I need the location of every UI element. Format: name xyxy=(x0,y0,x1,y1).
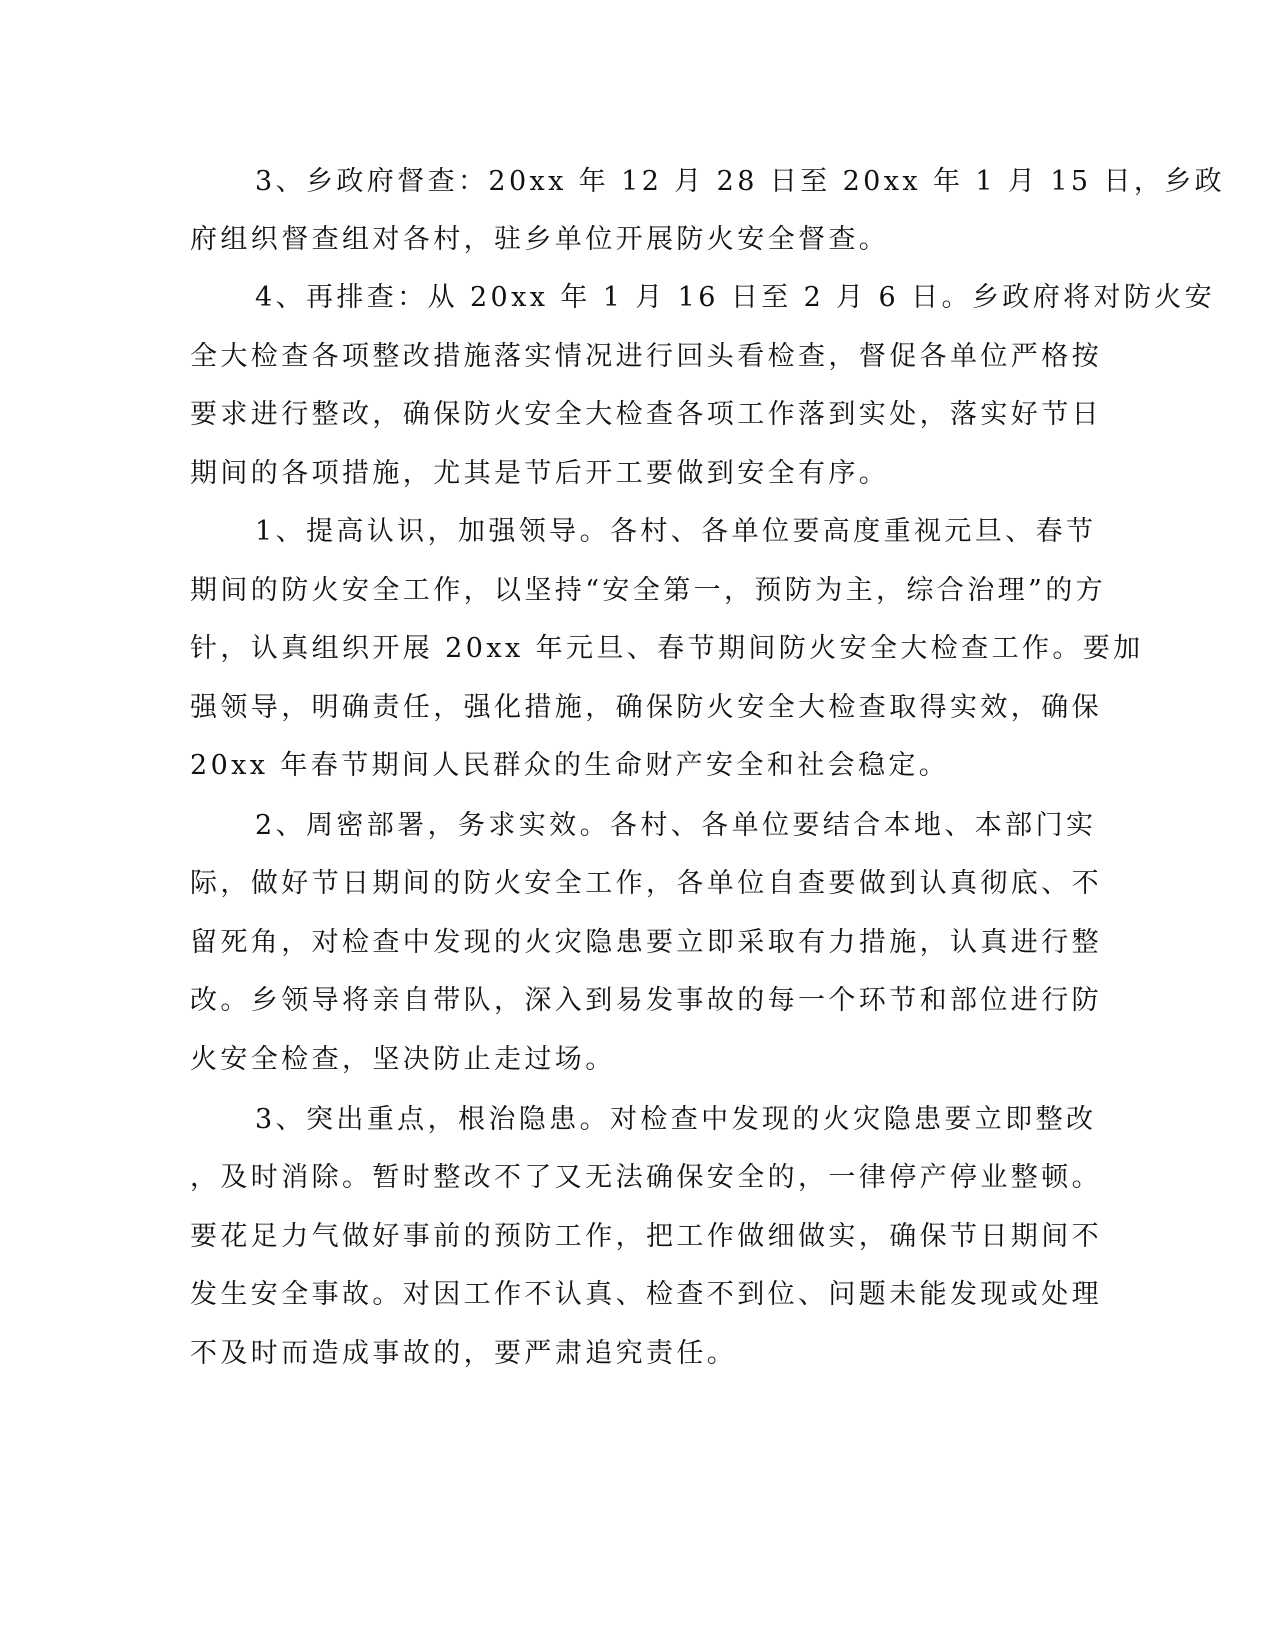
paragraph-5-line-4: 发生安全事故。对因工作不认真、检查不到位、问题未能发现或处理 xyxy=(190,1279,1102,1310)
paragraph-4-line-5: 火安全检查，坚决防止走过场。 xyxy=(190,1044,616,1075)
paragraph-2-line-2: 全大检查各项整改措施落实情况进行回头看检查，督促各单位严格按 xyxy=(190,341,1102,372)
paragraph-4-line-3: 留死角，对检查中发现的火灾隐患要立即采取有力措施，认真进行整 xyxy=(190,927,1102,958)
paragraph-5-line-1: 3、突出重点，根治隐患。对检查中发现的火灾隐患要立即整改 xyxy=(255,1104,1097,1135)
paragraph-4-line-4: 改。乡领导将亲自带队，深入到易发事故的每一个环节和部位进行防 xyxy=(190,985,1102,1016)
paragraph-4-line-1: 2、周密部署，务求实效。各村、各单位要结合本地、本部门实 xyxy=(255,810,1097,841)
paragraph-3-line-2: 期间的防火安全工作，以坚持“安全第一，预防为主，综合治理”的方 xyxy=(190,575,1107,606)
paragraph-3-line-1: 1、提高认识，加强领导。各村、各单位要高度重视元旦、春节 xyxy=(255,516,1097,547)
paragraph-3-line-4: 强领导，明确责任，强化措施，确保防火安全大检查取得实效，确保 xyxy=(190,692,1102,723)
paragraph-2-line-3: 要求进行整改，确保防火安全大检查各项工作落到实处，落实好节日 xyxy=(190,399,1102,430)
paragraph-5-line-2: ，及时消除。暂时整改不了又无法确保安全的，一律停产停业整顿。 xyxy=(190,1162,1102,1193)
paragraph-2-line-4: 期间的各项措施，尤其是节后开工要做到安全有序。 xyxy=(190,458,890,489)
paragraph-1-line-1: 3、乡政府督查：20xx 年 12 月 28 日至 20xx 年 1 月 15 日，乡政 xyxy=(255,166,1226,197)
paragraph-3-line-5: 20xx 年春节期间人民群众的生命财产安全和社会稳定。 xyxy=(190,750,950,781)
paragraph-4-line-2: 际，做好节日期间的防火安全工作，各单位自查要做到认真彻底、不 xyxy=(190,868,1102,899)
paragraph-5-line-5: 不及时而造成事故的，要严肃追究责任。 xyxy=(190,1338,738,1369)
paragraph-2-line-1: 4、再排查：从 20xx 年 1 月 16 日至 2 月 6 日。乡政府将对防火安 xyxy=(255,282,1216,313)
paragraph-1-line-2: 府组织督查组对各村，驻乡单位开展防火安全督查。 xyxy=(190,224,890,255)
paragraph-3-line-3: 针，认真组织开展 20xx 年元旦、春节期间防火安全大检查工作。要加 xyxy=(190,633,1144,664)
paragraph-5-line-3: 要花足力气做好事前的预防工作，把工作做细做实，确保节日期间不 xyxy=(190,1221,1102,1252)
